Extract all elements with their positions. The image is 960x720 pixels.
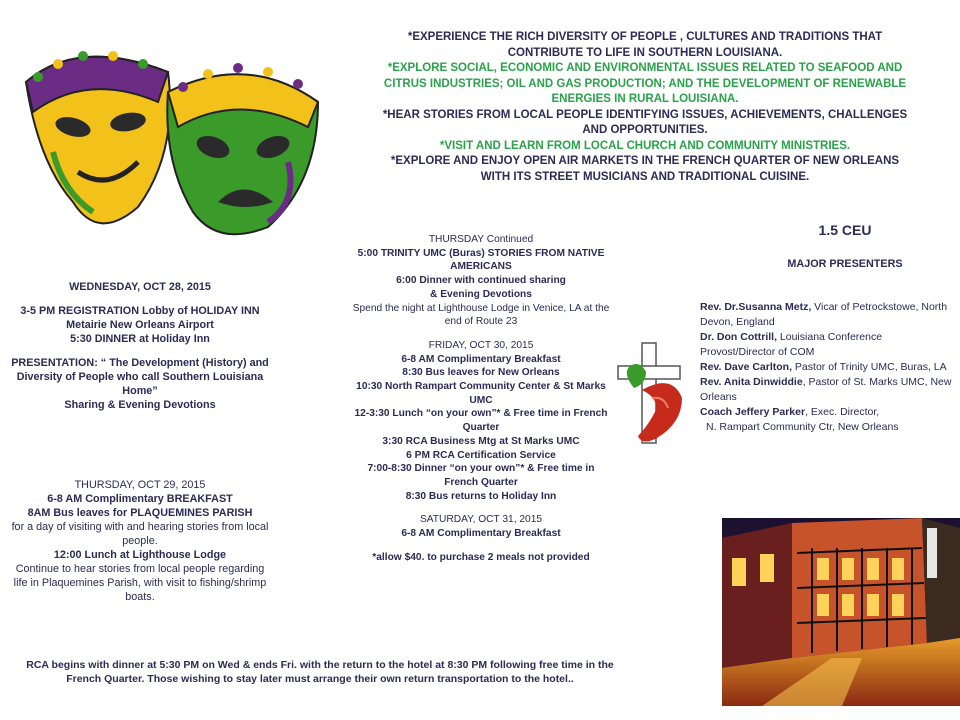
wednesday-presentation: PRESENTATION: “ The Development (History) and Diversity of People who call Southern Louisiana Home” — [11, 357, 269, 397]
thursday-heading: THURSDAY, OCT 29, 2015 — [74, 479, 206, 491]
friday-heading: FRIDAY, OCT 30, 2015 — [428, 339, 534, 351]
presenter-item: Rev. Anita Dinwiddie, Pastor of St. Marks UMC, New Orleans — [700, 376, 952, 403]
friday-item: 8:30 Bus leaves for New Orleans — [402, 367, 560, 379]
wednesday-schedule — [8, 280, 272, 412]
presenters-list — [700, 300, 955, 435]
schedule-middle-column — [350, 233, 612, 564]
wednesday-devotions: Sharing & Evening Devotions — [64, 399, 216, 411]
thursday-bus: 8AM Bus leaves for PLAQUEMINES PARISH — [27, 507, 253, 519]
friday-item: 3:30 RCA Business Mtg at St Marks UMC — [382, 435, 580, 447]
thursday-night: Spend the night at Lighthouse Lodge in Venice, LA at the end of Route 23 — [352, 302, 610, 328]
thursday-lunch: 12:00 Lunch at Lighthouse Lodge — [53, 549, 227, 561]
friday-item: 8:30 Bus returns to Holiday Inn — [405, 490, 557, 502]
objective-markets: *EXPLORE AND ENJOY OPEN AIR MARKETS IN THE FRENCH QUARTER OF NEW ORLEANS WITH ITS STREET MUSICIANS AND TRADITIONAL CUISINE. — [390, 155, 900, 183]
friday-item: 7:00-8:30 Dinner “on your own”* & Free time in French Quarter — [367, 463, 595, 488]
friday-item: 10:30 North Rampart Community Center & St Marks UMC — [356, 381, 606, 406]
thursday-stories: Continue to hear stories from local people regarding life in Plaquemines Parish, with visit to fishing/shrimp boats. — [13, 563, 267, 603]
thursday-schedule — [8, 478, 272, 604]
cross-with-pepper-illustration — [612, 338, 692, 448]
saturday-heading: SATURDAY, OCT 31, 2015 — [419, 514, 543, 526]
thursday-trinity: 5:00 TRINITY UMC (Buras) STORIES FROM NATIVE AMERICANS — [357, 247, 605, 273]
objective-ministries: *VISIT AND LEARN FROM LOCAL CHURCH AND COMMUNITY MINISTRIES. — [439, 139, 851, 152]
thursday-breakfast: 6-8 AM Complimentary BREAKFAST — [47, 493, 233, 505]
french-quarter-painting — [722, 518, 960, 706]
thursday-evening-devotions: & Evening Devotions — [430, 288, 532, 300]
thursday-continued-heading: THURSDAY Continued — [428, 234, 534, 245]
presenter-item: Rev. Dr.Susanna Metz, Vicar of Petrockstowe, North Devon, England — [700, 301, 948, 328]
presenter-item: Dr. Don Cottrill, Louisiana Conference Provost/Director of COM — [700, 331, 883, 358]
objective-stories: *HEAR STORIES FROM LOCAL PEOPLE IDENTIFYING ISSUES, ACHIEVEMENTS, CHALLENGES AND OPPORTUNITIES. — [382, 108, 908, 136]
objective-diversity: *EXPERIENCE THE RICH DIVERSITY OF PEOPLE , CULTURES AND TRADITIONS THAT CONTRIBUTE TO LIFE IN SOUTHERN LOUISIANA. — [407, 31, 883, 59]
objective-issues: *EXPLORE SOCIAL, ECONOMIC AND ENVIRONMENTAL ISSUES RELATED TO SEAFOOD AND CITRUS INDUSTRIES; OIL AND GAS PRODUCTION; AND THE DEVELOPMENT OF RENEWABLE ENERGIES IN RURAL LOUISIANA. — [383, 62, 907, 105]
presenter-item: Coach Jeffery Parker, Exec. Director, — [700, 406, 880, 418]
allowance-note: *allow $40. to purchase 2 meals not provided — [372, 551, 590, 563]
thursday-dinner: 6:00 Dinner with continued sharing — [396, 275, 566, 287]
wednesday-dinner: 5:30 DINNER at Holiday Inn — [70, 333, 210, 345]
presenter-continuation: N. Rampart Community Ctr, New Orleans — [706, 421, 899, 433]
wednesday-heading: WEDNESDAY, OCT 28, 2015 — [69, 281, 211, 293]
major-presenters-heading: MAJOR PRESENTERS — [787, 258, 903, 270]
objectives-list — [380, 30, 910, 185]
saturday-breakfast: 6-8 AM Complimentary Breakfast — [401, 528, 561, 540]
footer-note: RCA begins with dinner at 5:30 PM on Wed & ends Fri. with the return to the hotel at 8:30 PM following free time in the French Quarter. Those wishing to stay later must arrange their own return transportation to the hotel.. — [26, 659, 614, 685]
mardi-gras-masks-illustration — [18, 42, 338, 242]
thursday-visit: for a day of visiting with and hearing stories from local people. — [11, 521, 269, 547]
wednesday-registration: 3-5 PM REGISTRATION Lobby of HOLIDAY INN Metairie New Orleans Airport — [20, 305, 260, 331]
presenter-item: Rev. Dave Carlton, Pastor of Trinity UMC, Buras, LA — [700, 361, 947, 373]
friday-item: 6 PM RCA Certification Service — [406, 449, 556, 461]
friday-item: 6-8 AM Complimentary Breakfast — [401, 353, 561, 365]
friday-item: 12-3:30 Lunch “on your own”* & Free time in French Quarter — [354, 408, 608, 434]
ceu-credit: 1.5 CEU — [818, 222, 872, 238]
